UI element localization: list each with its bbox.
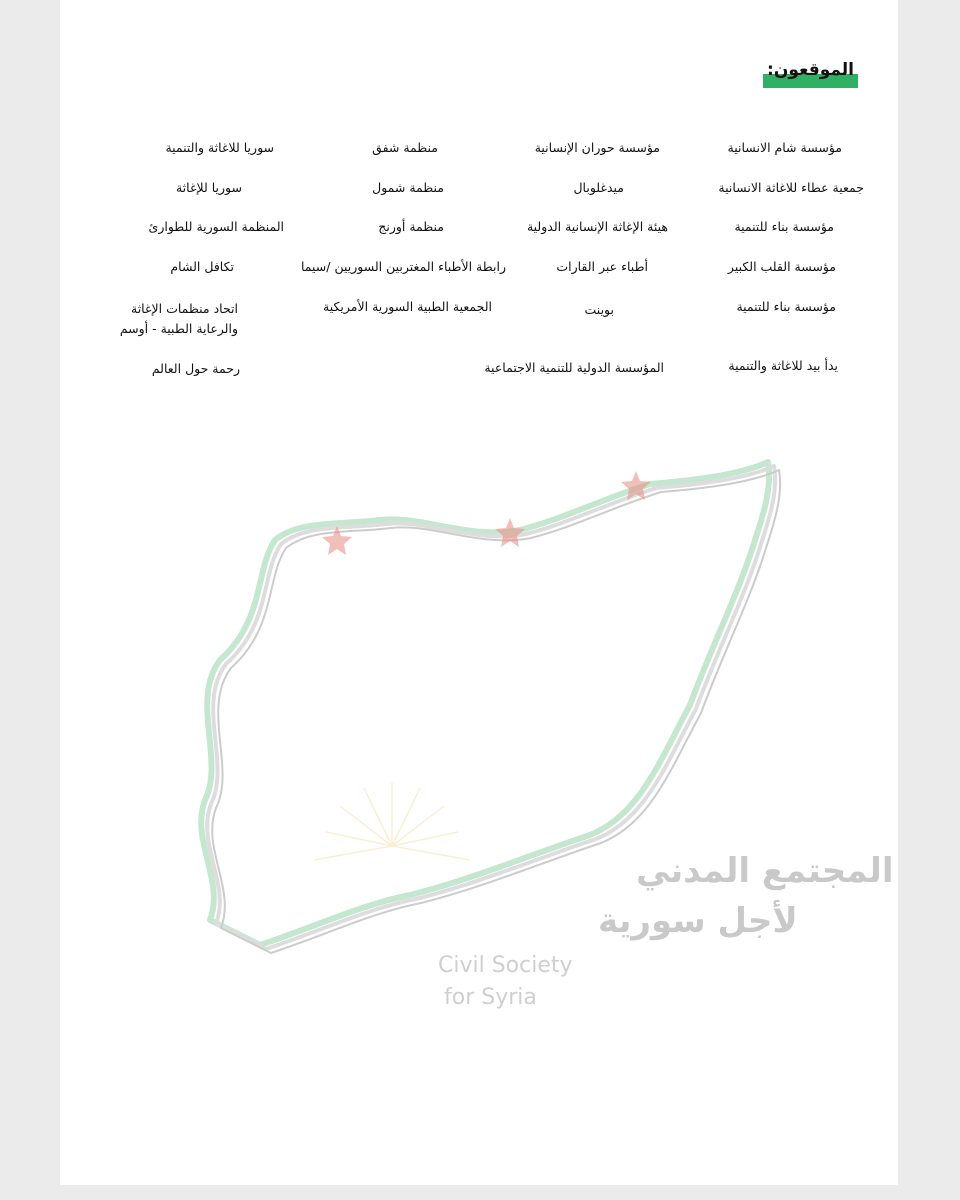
star-icon: [495, 518, 525, 547]
signatory-item: ميدغلوبال: [573, 180, 624, 195]
signatory-item: رابطة الأطباء المغتربين السوريين /سيما: [300, 259, 506, 274]
signatory-item: مؤسسة حوران الإنسانية: [534, 140, 660, 155]
signatory-item: بوينت: [584, 302, 614, 317]
signatory-item: مؤسسة بناء للتنمية: [734, 219, 834, 234]
signatory-item: جمعية عطاء للاغاثة الانسانية: [718, 180, 864, 195]
signatory-item: هيئة الإغاثة الإنسانية الدولية: [526, 219, 668, 234]
signatory-item: اتحاد منظمات الإغاثة: [131, 301, 238, 316]
signatory-item: مؤسسة شام الانسانية: [727, 140, 842, 155]
signatory-item: مؤسسة القلب الكبير: [727, 259, 836, 274]
signatory-item: الجمعية الطبية السورية الأمريكية: [323, 299, 492, 314]
signatory-item: منظمة شفق: [372, 140, 438, 155]
heading-text: الموقعون:: [767, 60, 854, 80]
signatory-item: سوريا للإغاثة: [175, 180, 242, 195]
signatory-item: يدأ بيد للاغاثة والتنمية: [728, 358, 838, 373]
signatory-item: والرعاية الطبية - أوسم: [119, 321, 238, 336]
signatories-heading: [767, 58, 854, 82]
watermark-english-line1: Civil Society: [438, 953, 573, 978]
watermark-arabic-line2: لأجل سورية: [598, 901, 798, 941]
signatory-item: المؤسسة الدولية للتنمية الاجتماعية: [484, 360, 664, 375]
watermark-arabic-line1: المجتمع المدني: [636, 851, 894, 891]
signatory-item: المنظمة السورية للطوارئ: [148, 219, 284, 234]
signatory-item: منظمة شمول: [372, 180, 444, 195]
signatory-item: تكافل الشام: [170, 259, 234, 274]
signatory-item: سوريا للاغاثة والتنمية: [165, 140, 274, 155]
signatory-item: منظمة أورنج: [378, 219, 444, 234]
sunburst-icon: [314, 782, 470, 860]
signatory-item: مؤسسة بناء للتنمية: [736, 299, 836, 314]
watermark-english-line2: for Syria: [444, 985, 537, 1010]
signatory-item: أطباء عبر القارات: [556, 259, 648, 274]
signatory-item: رحمة حول العالم: [151, 361, 240, 376]
